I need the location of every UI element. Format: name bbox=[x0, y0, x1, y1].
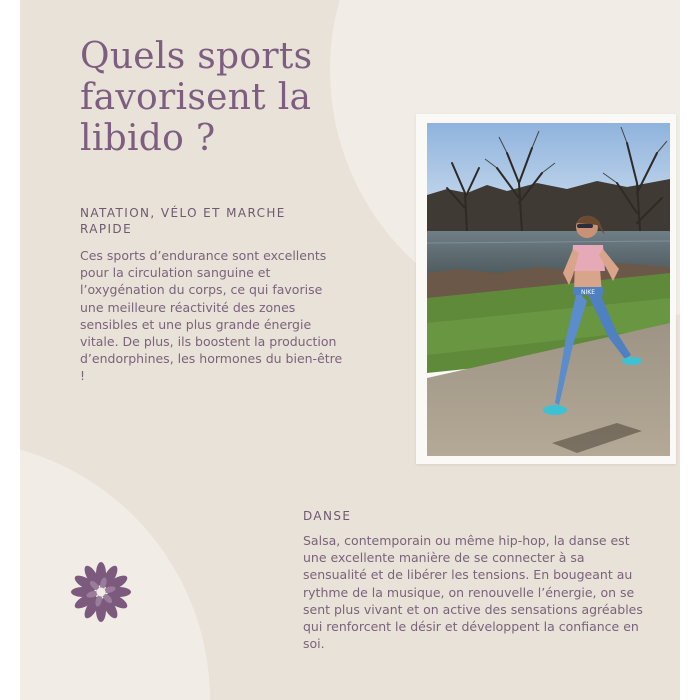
photo-frame bbox=[416, 114, 676, 464]
runner-photo-illustration bbox=[427, 123, 670, 456]
shirt-brand-text: NIKE bbox=[581, 289, 595, 296]
page bbox=[20, 0, 680, 700]
runner-photo bbox=[427, 123, 670, 456]
section-heading-danse: DANSE bbox=[303, 509, 352, 523]
page-title: Quels sports favorisent la libido ? bbox=[80, 36, 313, 159]
flower-icon bbox=[64, 562, 138, 622]
section-body-endurance: Ces sports d’endurance sont excellents pour la circulation sanguine et l’oxygénation du corps, ce qui favorise une meilleure réactivité des zones sensibles et une plus grande énergie vitale. De plus, ils boostent la production d’endorphines, les hormones du bien-être ! bbox=[80, 248, 343, 384]
section-body-danse: Salsa, contemporain ou même hip-hop, la danse est une excellente manière de se connecter à sa sensualité et de libérer les tensions. En bougeant au rythme de la musique, on renouvelle l’énergie, on se sent plus vivant et on active des sensations agréables qui renforcent le désir et développent la confiance en soi. bbox=[303, 533, 643, 652]
section-heading-endurance: NATATION, VÉLO ET MARCHE RAPIDE bbox=[80, 206, 286, 236]
